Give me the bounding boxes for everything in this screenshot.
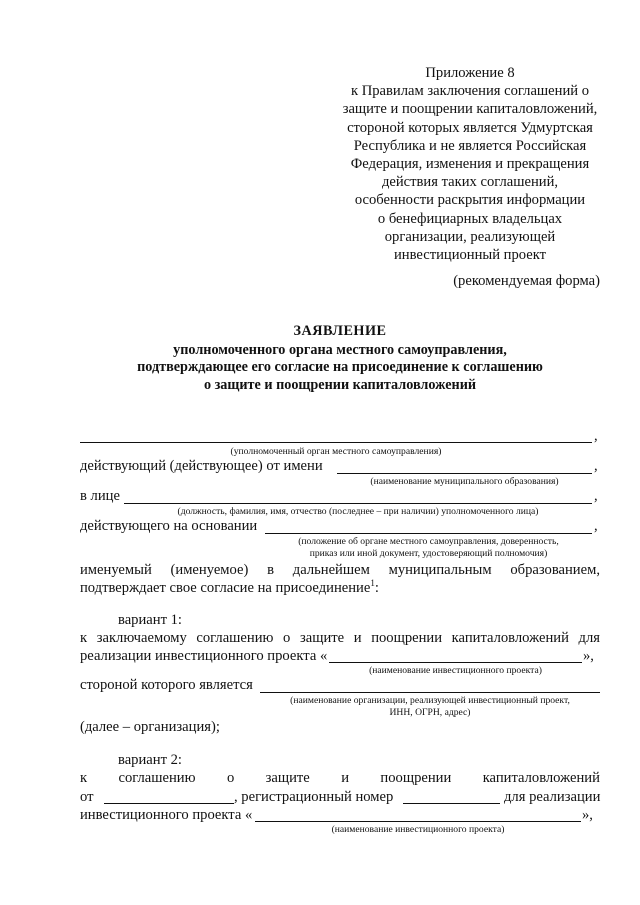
word: и <box>341 770 350 786</box>
acting-basis-label: действующего на основании <box>80 518 258 534</box>
word: образованием, <box>510 562 600 578</box>
word: и <box>353 630 362 646</box>
word: поощрении <box>380 770 452 786</box>
in-person-label: в лице <box>80 488 120 504</box>
word: (именуемое) <box>170 562 249 578</box>
project-name-blank[interactable] <box>329 662 582 663</box>
variant2-line1 <box>80 770 600 787</box>
appendix-line: Приложение 8 <box>425 65 515 81</box>
appendix-header <box>320 64 620 264</box>
word: поощрении <box>371 630 443 646</box>
party-label: стороной которого является <box>80 677 253 693</box>
word: в <box>267 562 275 578</box>
word: соглашению <box>196 630 274 646</box>
caption-basis: (положение об органе местного самоуправления, доверенность, <box>298 536 559 547</box>
appendix-line: действия таких соглашений, <box>381 174 559 191</box>
caption-organization: ИНН, ОГРН, адрес) <box>389 707 471 718</box>
appendix-line: защите и поощрении капиталовложений, <box>342 101 598 118</box>
comma: , <box>594 518 598 534</box>
word: о <box>226 770 235 786</box>
appendix-line: особенности раскрытия информации <box>354 192 586 209</box>
caption-person: (должность, фамилия, имя, отчество (последнее – при наличии) уполномоченного лица) <box>177 506 539 517</box>
document-title <box>60 323 620 394</box>
appendix-line: Республика и не является Российская <box>353 137 587 154</box>
caption-project: (наименование инвестиционного проекта) <box>331 824 505 835</box>
variant1-label: вариант 1: <box>118 612 182 628</box>
word: соглашению <box>118 770 196 786</box>
from-label: от <box>80 789 94 805</box>
organization-blank[interactable] <box>260 692 600 693</box>
footnote-mark[interactable]: 1 <box>370 578 375 589</box>
caption-project: (наименование инвестиционного проекта) <box>369 665 542 676</box>
basis-blank[interactable] <box>265 533 592 534</box>
further-organization: (далее – организация); <box>80 719 220 735</box>
title-sub-line: уполномоченного органа местного самоуправления, <box>173 342 507 359</box>
confirms-colon: : <box>374 580 379 596</box>
reg-number-label: , регистрационный номер <box>234 789 394 805</box>
appendix-line: к Правилам заключения соглашений о <box>350 83 590 100</box>
reg-number-blank[interactable] <box>403 803 500 804</box>
word: для <box>578 630 600 646</box>
word: защите <box>265 770 310 786</box>
comma: , <box>594 428 598 444</box>
confirms-line <box>80 580 379 597</box>
variant1-project-start: реализации инвестиционного проекта « <box>80 648 328 664</box>
word: капиталовложений <box>451 630 569 646</box>
confirms-text: подтверждает свое согласие на присоединение <box>80 580 371 596</box>
comma: , <box>594 488 598 504</box>
variant2-label: вариант 2: <box>118 752 182 768</box>
word: дальнейшем <box>292 562 370 578</box>
variant2-project-start: инвестиционного проекта « <box>80 807 253 823</box>
appendix-line: стороной которых является Удмуртская <box>347 119 593 136</box>
variant1-line1 <box>80 630 600 647</box>
word: именуемый <box>80 562 152 578</box>
authority-blank[interactable] <box>80 442 592 443</box>
date-blank[interactable] <box>104 803 234 804</box>
person-blank[interactable] <box>124 503 592 504</box>
caption-organization: (наименование организации, реализующей инвестиционный проект, <box>290 695 570 706</box>
named-line <box>80 562 600 579</box>
word: муниципальным <box>388 562 492 578</box>
word: защите <box>299 630 345 646</box>
appendix-line: инвестиционный проект <box>393 247 547 264</box>
word: к <box>80 630 88 646</box>
word: о <box>283 630 291 646</box>
word: заключаемому <box>96 630 187 646</box>
municipality-blank[interactable] <box>337 473 592 474</box>
title-main: ЗАЯВЛЕНИЕ <box>293 323 387 339</box>
caption-municipality: (наименование муниципального образования) <box>370 476 559 487</box>
appendix-line: Федерация, изменения и прекращения <box>350 156 590 173</box>
acting-on-behalf-label: действующий (действующее) от имени <box>80 458 323 474</box>
appendix-line: о бенефициарных владельцах <box>377 210 563 227</box>
title-sub-line: о защите и поощрении капиталовложений <box>203 376 477 393</box>
variant2-project-end: », <box>582 807 593 823</box>
title-sub-line: подтверждающее его согласие на присоединение к соглашению <box>137 359 543 376</box>
caption-authority: (уполномоченный орган местного самоуправления) <box>230 446 442 457</box>
form-note: (рекомендуемая форма) <box>453 273 600 289</box>
project-name-blank[interactable] <box>255 821 581 822</box>
variant1-project-end: », <box>583 648 594 664</box>
caption-basis: приказ или иной документ, удостоверяющий полномочия) <box>309 548 548 559</box>
word: капиталовложений <box>482 770 600 786</box>
comma: , <box>594 458 598 474</box>
for-implementation: для реализации <box>504 789 601 805</box>
appendix-line: организации, реализующей <box>384 228 556 245</box>
word: к <box>80 770 88 786</box>
